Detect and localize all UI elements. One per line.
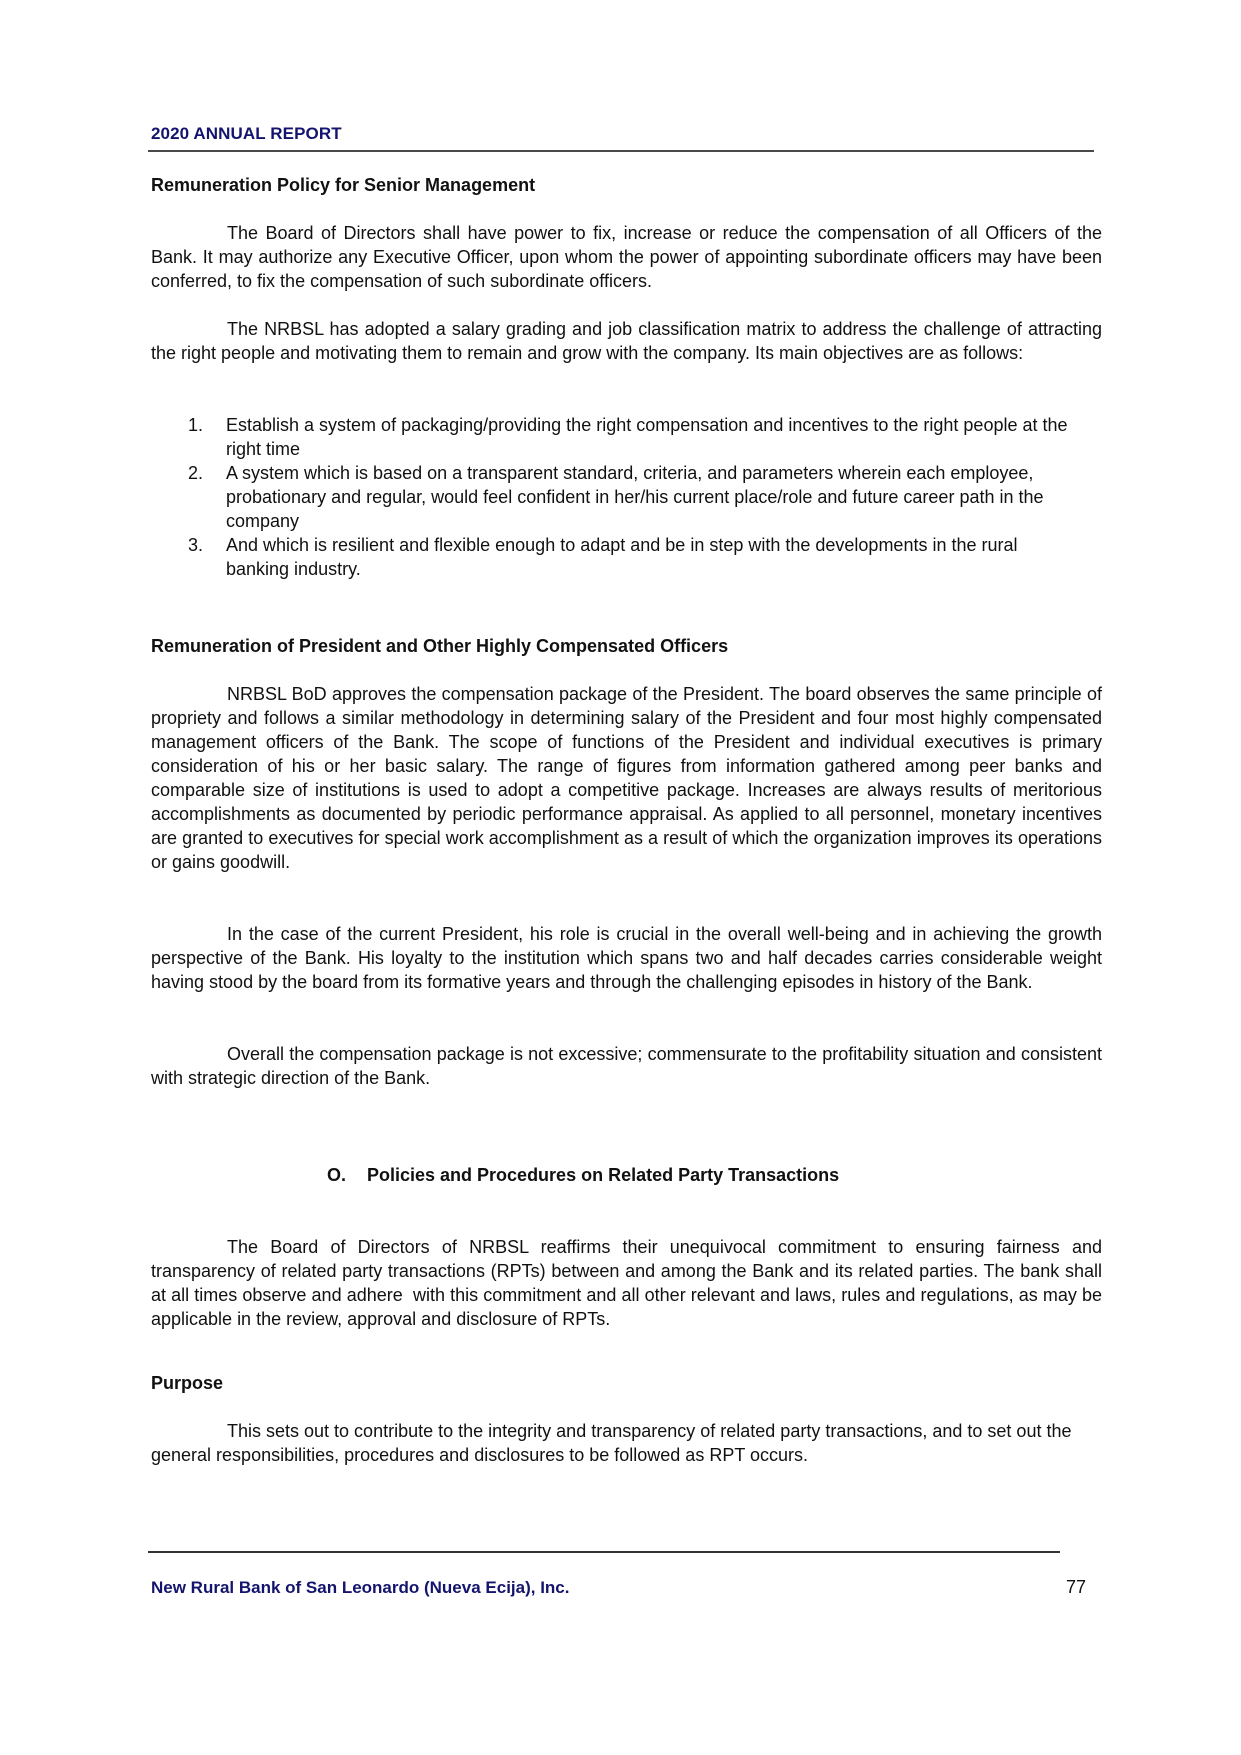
running-header-title: 2020 ANNUAL REPORT	[151, 124, 342, 143]
footer-organization: New Rural Bank of San Leonardo (Nueva Ecija), Inc.	[151, 1578, 570, 1597]
paragraph-current-president: In the case of the current President, his role is crucial in the overall well-being and in achieving the growth perspective of the Bank. His loyalty to the institution which spans two and half decades carries considerable weight having stood by the board from its formative years and through the challenging episodes in history of the Bank.	[151, 924, 1102, 992]
objectives-list	[151, 413, 1102, 581]
list-item: 1. Establish a system of packaging/providing the right compensation and incentives to the right people at the right time	[188, 415, 1068, 459]
paragraph-purpose: This sets out to contribute to the integrity and transparency of related party transactions, and to set out the general responsibilities, procedures and disclosures to be followed as RPT occurs.	[151, 1421, 1072, 1465]
section-heading-president-remuneration: Remuneration of President and Other Highly Compensated Officers	[151, 636, 729, 656]
paragraph-overall-compensation: Overall the compensation package is not excessive; commensurate to the profitability situation and consistent with strategic direction of the Bank.	[151, 1044, 1102, 1088]
list-item: 2. A system which is based on a transparent standard, criteria, and parameters wherein each employee, probationary and regular, would feel confident in her/his current place/role and future career path in the company	[188, 463, 1044, 531]
paragraph-salary-grading: The NRBSL has adopted a salary grading and job classification matrix to address the challenge of attracting the right people and motivating them to remain and grow with the company. Its main objectives are as follows:	[151, 319, 1102, 363]
paragraph-rpt-commitment: The Board of Directors of NRBSL reaffirms their unequivocal commitment to ensuring fairness and transparency of related party transactions (RPTs) between and among the Bank and its related parties. The bank shall at all times observe and adhere with this commitment and all other relevant and laws, rules and regulations, as may be applicable in the review, approval and disclosure of RPTs.	[151, 1237, 1108, 1329]
section-heading-senior-management: Remuneration Policy for Senior Management	[151, 175, 536, 195]
page-number: 77	[1066, 1577, 1087, 1597]
paragraph-president-package: NRBSL BoD approves the compensation package of the President. The board observes the same principle of propriety and follows a similar methodology in determining salary of the President and four most highly compensated management officers of the Bank. The scope of functions of the President and individual executives is primary consideration of his or her basic salary. The range of figures from information gathered among peer banks and comparable size of institutions is used to adopt a competitive package. Increases are always results of meritorious accomplishments as documented by periodic performance appraisal. As applied to all personnel, monetary incentives are granted to executives for special work accomplishment as a result of which the organization improves its operations or gains goodwill.	[151, 684, 1102, 872]
footer-divider	[148, 1551, 1060, 1553]
list-item: 3. And which is resilient and flexible enough to adapt and be in step with the developments in the rural banking industry.	[188, 535, 1018, 579]
section-heading-rpt: O. Policies and Procedures on Related Party Transactions	[327, 1165, 840, 1185]
paragraph-board-compensation: The Board of Directors shall have power to fix, increase or reduce the compensation of all Officers of the Bank. It may authorize any Executive Officer, upon whom the power of appointing subordinate officers may have been conferred, to fix the compensation of such subordinate officers.	[151, 223, 1102, 291]
section-heading-purpose: Purpose	[151, 1373, 224, 1393]
header-divider	[148, 150, 1094, 152]
